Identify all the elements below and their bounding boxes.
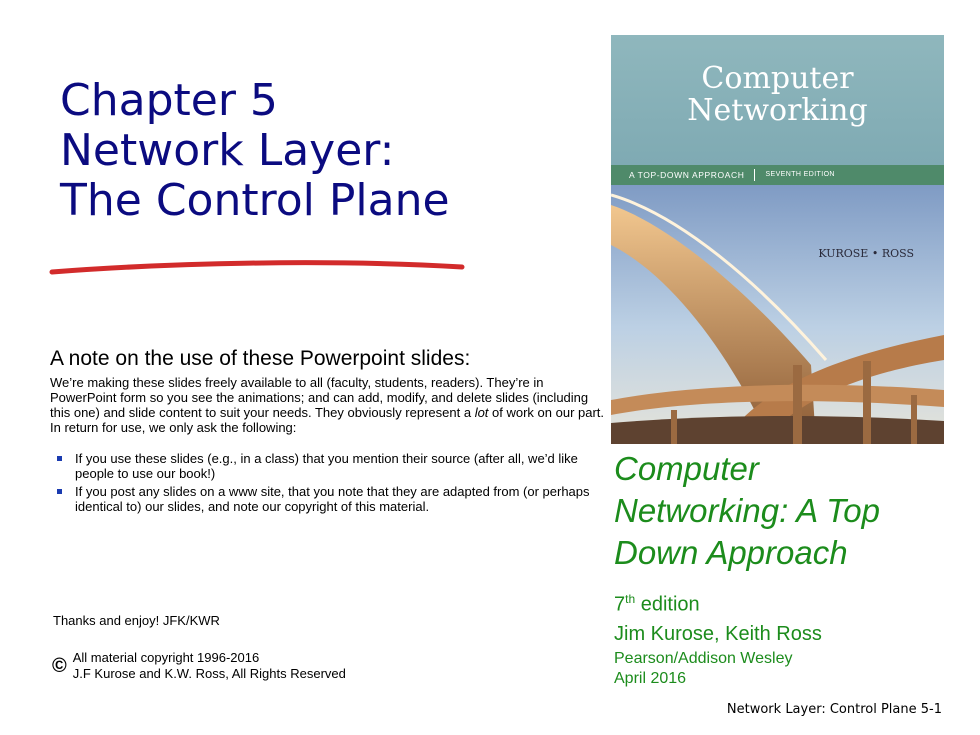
thanks-text: Thanks and enjoy! JFK/KWR (53, 613, 220, 628)
book-cover-image (611, 35, 944, 444)
title-line: The Control Plane (60, 175, 450, 226)
note-body: We’re making these slides freely available to all (faculty, students, readers). They’re in PowerPoint form so you see the animations; and can add, modify, and delete slides (including this one) and slide content to suit your needs. They obviously represent a lot of work on our part. In return for use, we only ask the following: (50, 375, 605, 435)
copyright-icon: © (52, 655, 67, 677)
cover-title: Computer Networking (687, 61, 868, 128)
note-list (50, 451, 610, 514)
slide-footer: Network Layer: Control Plane 5-1 (726, 702, 942, 717)
cover-divider (754, 169, 755, 181)
list-item: If you post any slides on a www site, that you note that they are adapted from (or perhaps identical to) our slides, and note our copyright of this material. (75, 484, 610, 514)
book-edition: 7th edition (614, 592, 700, 616)
highway-photo (611, 185, 944, 444)
book-title: Computer Networking: A Top Down Approach (614, 450, 880, 571)
book-date: April 2016 (614, 669, 687, 687)
list-item: If you use these slides (e.g., in a class) that you mention their source (after all, we’d like people to use our book!) (75, 451, 610, 481)
cover-edition: SEVENTH EDITION (765, 171, 835, 178)
title-line: Network Layer: (60, 125, 395, 176)
slide-title (60, 76, 450, 226)
cover-subtitle: A TOP-DOWN APPROACH (629, 170, 745, 180)
book-info (614, 587, 822, 689)
cover-authors: KUROSE • ROSS (818, 247, 914, 260)
usage-note (50, 347, 610, 517)
book-authors: Jim Kurose, Keith Ross (614, 622, 822, 645)
cover-subtitle-band (611, 165, 944, 185)
title-line: Chapter 5 (60, 75, 278, 126)
note-heading: A note on the use of these Powerpoint slides: (50, 347, 471, 370)
copyright-line: All material copyright 1996-2016 (72, 650, 260, 665)
title-underline (48, 256, 468, 280)
copyright-line: J.F Kurose and K.W. Ross, All Rights Reserved (72, 666, 346, 681)
book-publisher: Pearson/Addison Wesley (614, 649, 793, 667)
copyright-notice (52, 650, 346, 682)
